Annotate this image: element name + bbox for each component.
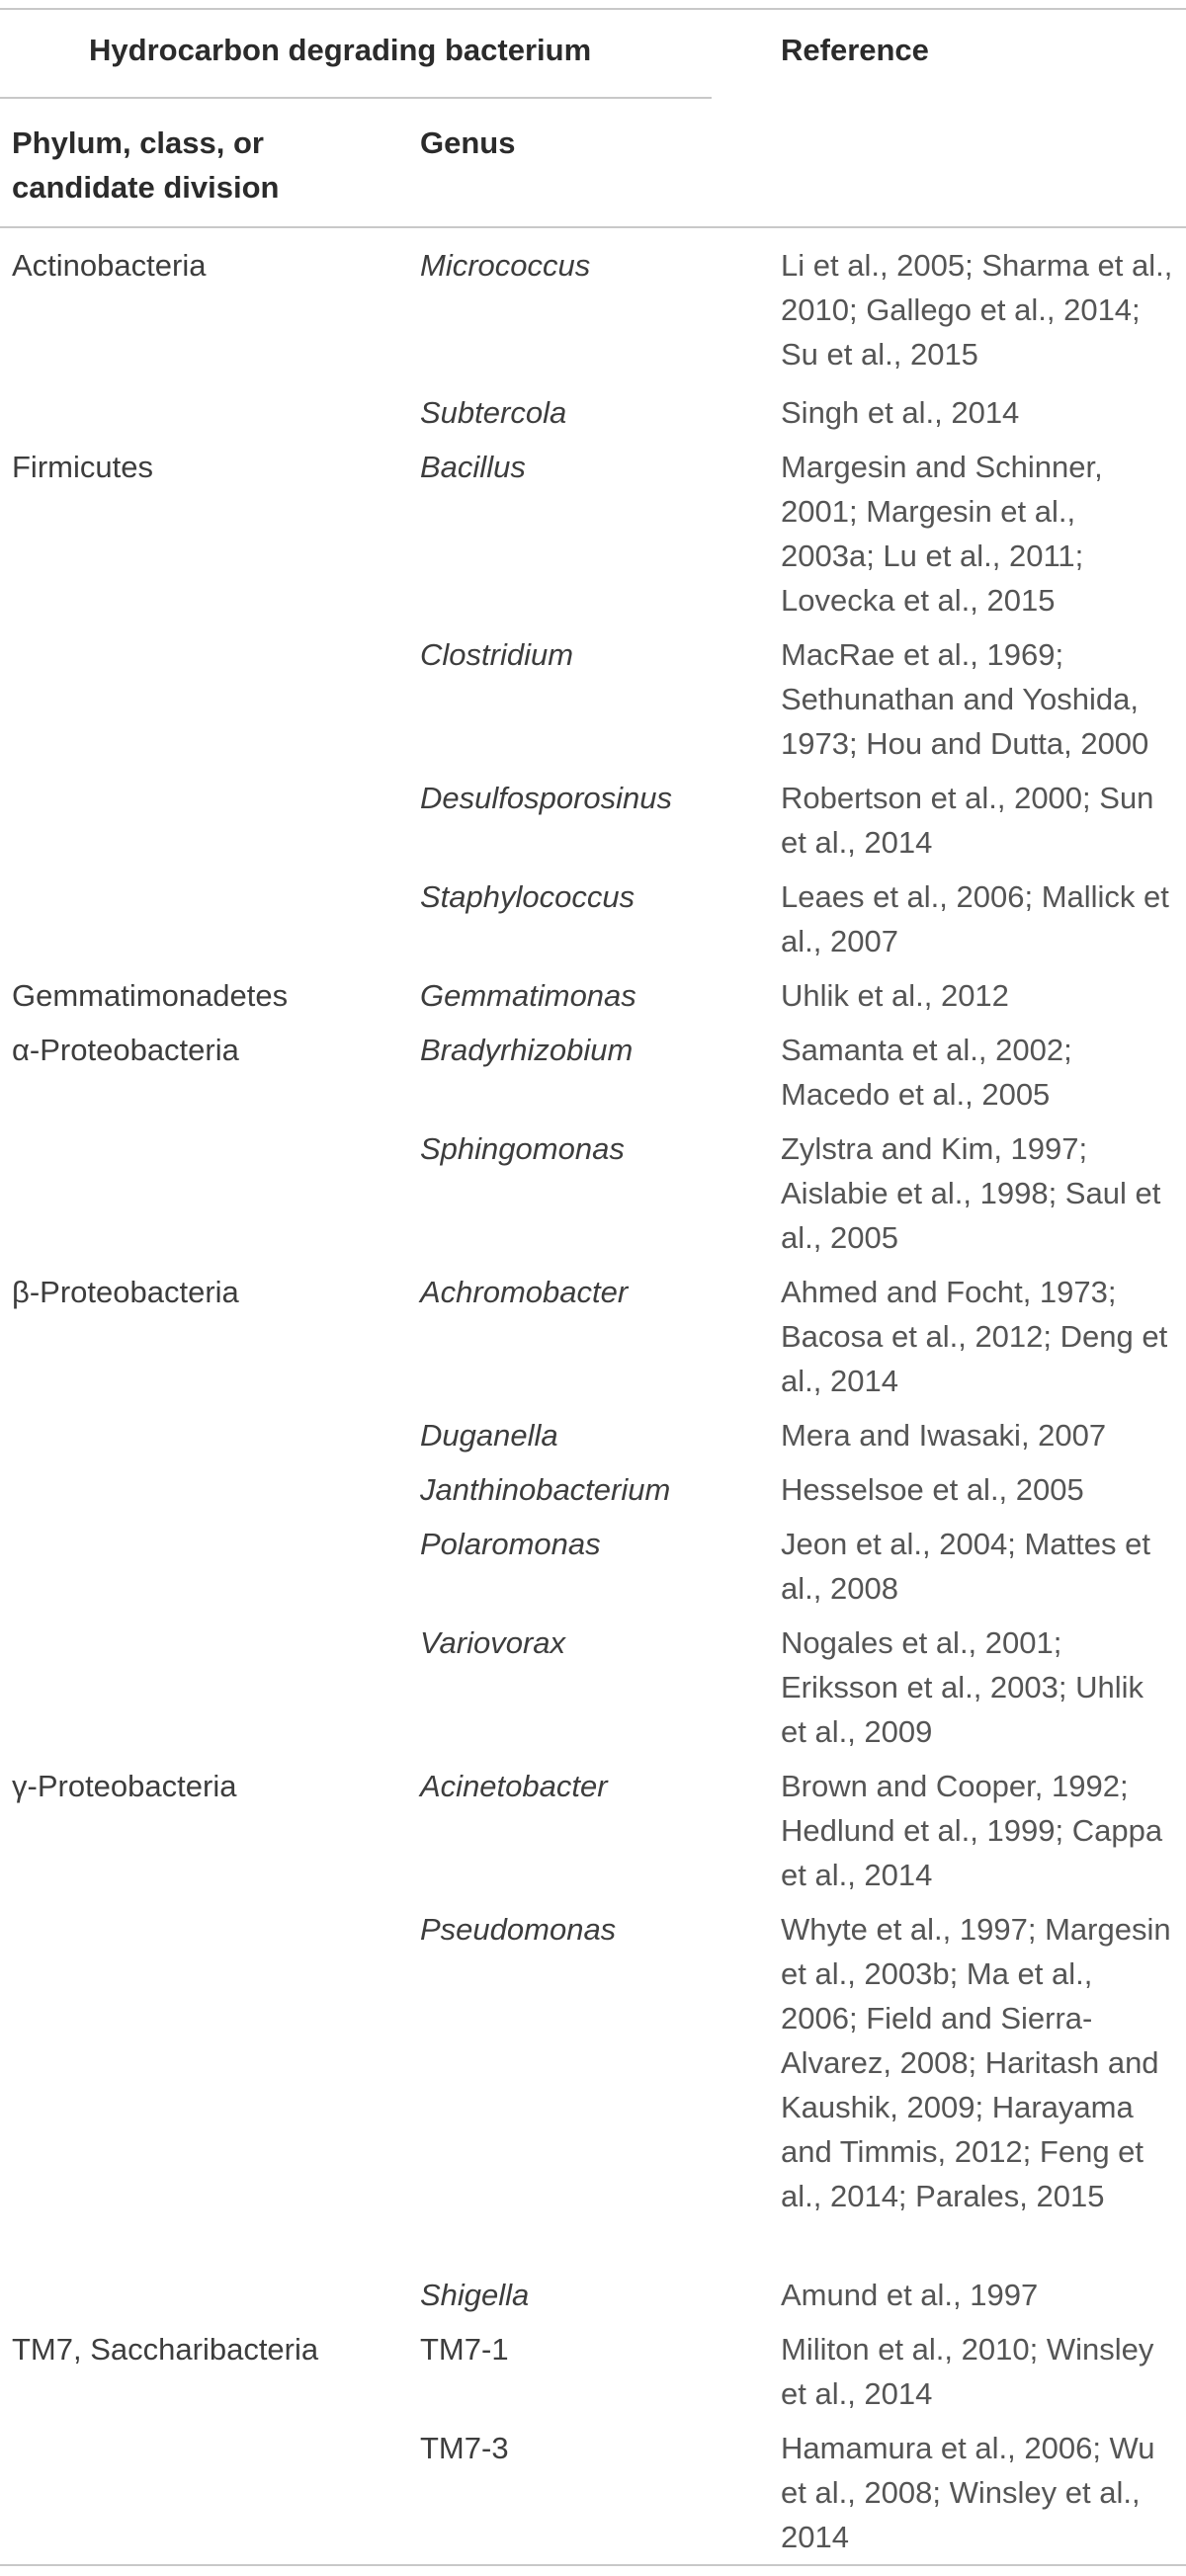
row-reference: Mera and Iwasaki, 2007	[781, 1418, 1107, 1453]
row-genus: Micrococcus	[420, 248, 591, 283]
row-reference: Brown and Cooper, 1992; Hedlund et al., 1999; Cappa et al., 2014	[781, 1769, 1163, 1892]
row-reference: Margesin and Schinner, 2001; Margesin et al., 2003a; Lu et al., 2011; Lovecka et al., 2015	[781, 450, 1103, 618]
row-genus: TM7-1	[420, 2332, 509, 2367]
row-genus: Polaromonas	[420, 1527, 601, 1561]
row-reference: Hamamura et al., 2006; Wu et al., 2008; Winsley et al., 2014	[781, 2431, 1155, 2554]
row-phylum: γ-Proteobacteria	[12, 1769, 237, 1803]
row-reference: Zylstra and Kim, 1997; Aislabie et al., 1998; Saul et al., 2005	[781, 1131, 1161, 1255]
genus-header: Genus	[420, 125, 516, 160]
row-genus: Acinetobacter	[420, 1769, 608, 1803]
row-genus: Clostridium	[420, 637, 574, 672]
row-phylum: Gemmatimonadetes	[12, 978, 289, 1013]
row-genus: Subtercola	[420, 395, 567, 430]
row-genus: Variovorax	[420, 1625, 566, 1660]
row-reference: Samanta et al., 2002; Macedo et al., 2005	[781, 1033, 1072, 1112]
row-reference: Li et al., 2005; Sharma et al., 2010; Gallego et al., 2014; Su et al., 2015	[781, 248, 1173, 372]
row-phylum: Actinobacteria	[12, 248, 207, 283]
row-genus: Shigella	[420, 2278, 530, 2312]
row-reference: Hesselsoe et al., 2005	[781, 1472, 1084, 1507]
group-header: Hydrocarbon degrading bacterium	[89, 33, 592, 67]
row-genus: Bradyrhizobium	[420, 1033, 634, 1067]
row-genus: Pseudomonas	[420, 1912, 617, 1947]
row-reference: Nogales et al., 2001; Eriksson et al., 2003; Uhlik et al., 2009	[781, 1625, 1144, 1749]
row-reference: Amund et al., 1997	[781, 2278, 1039, 2312]
row-reference: MacRae et al., 1969; Sethunathan and Yoshida, 1973; Hou and Dutta, 2000	[781, 637, 1149, 761]
row-phylum: α-Proteobacteria	[12, 1033, 239, 1067]
row-genus: Achromobacter	[420, 1275, 629, 1309]
row-genus: TM7-3	[420, 2431, 509, 2465]
header-bottom-rule	[0, 226, 1186, 228]
row-phylum: Firmicutes	[12, 450, 153, 484]
table-top-rule	[0, 8, 1186, 10]
row-reference: Jeon et al., 2004; Mattes et al., 2008	[781, 1527, 1150, 1606]
row-phylum: TM7, Saccharibacteria	[12, 2332, 319, 2367]
row-genus: Duganella	[420, 1418, 558, 1453]
row-reference: Uhlik et al., 2012	[781, 978, 1009, 1013]
row-reference: Ahmed and Focht, 1973; Bacosa et al., 2012; Deng et al., 2014	[781, 1275, 1168, 1398]
row-reference: Robertson et al., 2000; Sun et al., 2014	[781, 781, 1154, 860]
row-genus: Bacillus	[420, 450, 526, 484]
reference-header: Reference	[781, 33, 929, 67]
row-genus: Sphingomonas	[420, 1131, 625, 1166]
row-reference: Singh et al., 2014	[781, 395, 1020, 430]
phylum-header: Phylum, class, or candidate division	[12, 125, 280, 205]
row-reference: Militon et al., 2010; Winsley et al., 2014	[781, 2332, 1154, 2411]
row-genus: Desulfosporosinus	[420, 781, 673, 815]
row-genus: Gemmatimonas	[420, 978, 636, 1013]
row-phylum: β-Proteobacteria	[12, 1275, 239, 1309]
row-reference: Leaes et al., 2006; Mallick et al., 2007	[781, 879, 1169, 958]
row-genus: Janthinobacterium	[420, 1472, 671, 1507]
row-genus: Staphylococcus	[420, 879, 635, 914]
group-header-rule	[0, 97, 712, 99]
table-bottom-rule	[0, 2564, 1186, 2566]
row-reference: Whyte et al., 1997; Margesin et al., 2003b; Ma et al., 2006; Field and Sierra-Alvarez, 2008; Haritash and Kaushik, 2009; Harayama and Timmis, 2012; Feng et al., 2014; Parales, 2015	[781, 1912, 1171, 2213]
